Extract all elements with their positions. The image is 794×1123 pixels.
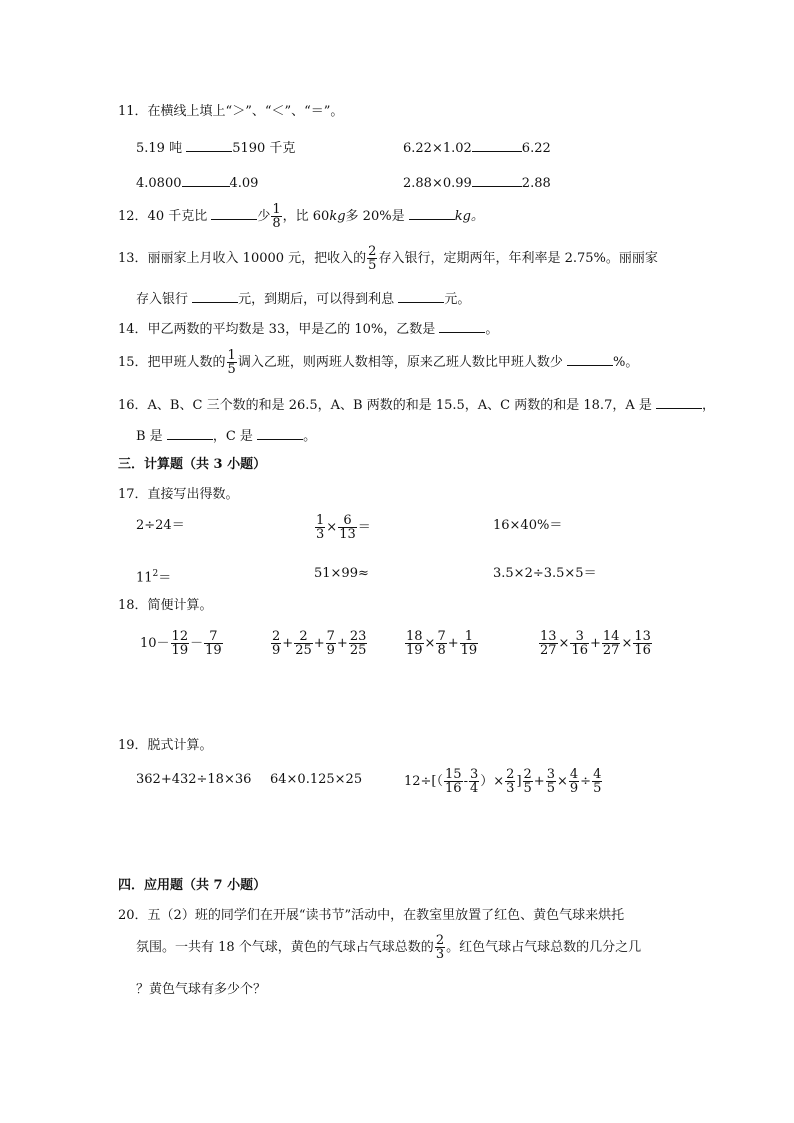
q16-text-1: 16．A、B、C 三个数的和是 26.5，A、B 两数的和是 15.5，A、C 两数的和是 18.7，A 是 bbox=[118, 398, 652, 413]
q15 bbox=[118, 348, 638, 378]
q18-title: 18．简便计算。 bbox=[118, 598, 213, 613]
q16-text-c: ，C 是 bbox=[212, 429, 253, 444]
q17-e3: 16×40%＝ bbox=[493, 518, 563, 533]
q13-text-2: 存入银行，定期两年，年利率是 2.75%。丽丽家 bbox=[378, 251, 658, 266]
q12-text-3: ，比 60 bbox=[282, 209, 330, 224]
q20-line3: ？黄色气球有多少个？ bbox=[136, 982, 267, 997]
q13-text-3: 存入银行 bbox=[136, 292, 189, 307]
q17-e2-frac1: $\frac{1}{3}$ bbox=[316, 513, 325, 542]
q15-fraction: $\frac{1}{5}$ bbox=[227, 348, 236, 377]
q15-text-3: %。 bbox=[612, 355, 639, 370]
q17-e5: 51×99≈ bbox=[314, 566, 369, 581]
q11-a-left: 5.19 吨 bbox=[136, 141, 183, 156]
q16-line1 bbox=[118, 396, 715, 414]
q19-e1: 362+432÷18×36 bbox=[136, 772, 252, 787]
q13-blank-2[interactable] bbox=[398, 290, 444, 303]
q15-text-2: 调入乙班，则两班人数相等，原来乙班人数比甲班人数少 bbox=[237, 355, 563, 370]
q11-c-right: 4.09 bbox=[229, 176, 259, 191]
q12-text-5: kg。 bbox=[454, 209, 484, 224]
q11-item-a bbox=[136, 139, 295, 157]
q15-blank[interactable] bbox=[567, 353, 613, 366]
q14-text-2: 。 bbox=[485, 322, 499, 337]
q11-b-blank[interactable] bbox=[472, 139, 522, 152]
q13-line2 bbox=[136, 290, 470, 308]
q17-e2-eq: ＝ bbox=[357, 520, 371, 535]
q13-text-4: 元，到期后，可以得到利息 bbox=[238, 292, 395, 307]
q12-blank-1[interactable] bbox=[211, 207, 257, 220]
q19-e2: 64×0.125×25 bbox=[270, 772, 363, 787]
q14-blank[interactable] bbox=[439, 320, 485, 333]
q14 bbox=[118, 320, 498, 338]
q12 bbox=[118, 202, 484, 232]
section3-heading: 三．计算题（共 3 小题） bbox=[118, 457, 267, 472]
q12-blank-2[interactable] bbox=[409, 207, 455, 220]
q12-unit: kg bbox=[329, 209, 346, 224]
q11-c-blank[interactable] bbox=[182, 174, 230, 187]
q13-text-5: 元。 bbox=[444, 292, 471, 307]
q17-title: 17．直接写出得数。 bbox=[118, 487, 239, 502]
q17-e2-op: × bbox=[326, 520, 338, 535]
q11-b-right: 6.22 bbox=[521, 141, 551, 156]
q12-text-2: 少 bbox=[257, 209, 271, 224]
q17-e1: 2÷24＝ bbox=[136, 518, 185, 533]
q16-end: 。 bbox=[303, 429, 317, 444]
q11-item-d bbox=[403, 174, 551, 192]
q16-blank-c[interactable] bbox=[257, 427, 303, 440]
q14-text-1: 14．甲乙两数的平均数是 33，甲是乙的 10%，乙数是 bbox=[118, 322, 436, 337]
q11-b-left: 6.22×1.02 bbox=[403, 141, 472, 156]
q12-text-4: 多 20%是 bbox=[345, 209, 405, 224]
q16-comma: ， bbox=[702, 398, 716, 413]
q18-ex2: $\frac{2}{9}$ + $\frac{2}{25}$ + $\frac{7}{9}$ + $\frac{23}{25}$ bbox=[272, 629, 367, 658]
section4-heading: 四．应用题（共 7 小题） bbox=[118, 878, 267, 893]
q20-line2: 氛围。一共有 18 个气球，黄色的气球占气球总数的 $\frac{2}{3}$ 。红色气球占气球总数的几分之几 bbox=[136, 933, 642, 962]
q11-c-left: 4.0800 bbox=[136, 176, 182, 191]
q11-item-b bbox=[403, 139, 551, 157]
q18-ex4: $\frac{13}{27}$ × $\frac{3}{16}$ + $\frac{14}{27}$ × $\frac{13}{16}$ bbox=[540, 629, 651, 658]
q18-ex3: $\frac{18}{19}$ × $\frac{7}{8}$ + $\frac{1}{19}$ bbox=[406, 629, 478, 658]
q11-title: 11．在横线上填上“＞”、“＜”、“＝”。 bbox=[118, 104, 344, 119]
q20-line1: 20．五（2）班的同学们在开展“读书节”活动中，在教室里放置了红色、黄色气球来烘托 bbox=[118, 908, 625, 923]
q13-text-1: 13．丽丽家上月收入 10000 元，把收入的 bbox=[118, 251, 367, 266]
q16-blank-a[interactable] bbox=[656, 396, 702, 409]
q18-ex1: 10－ $\frac{12}{19}$ － $\frac{7}{19}$ bbox=[140, 629, 222, 658]
q17-e2-frac2: $\frac{6}{13}$ bbox=[339, 513, 356, 542]
q19-e3: 12÷[（ $\frac{15}{16}$ - $\frac{3}{4}$ ）× $\frac{2}{3}$ ] $\frac{2}{5}$ + $\frac{3}{5}$ × $\frac{4}{9}$ ÷ $\frac{4}{5}$ bbox=[404, 767, 602, 796]
q15-text-1: 15．把甲班人数的 bbox=[118, 355, 226, 370]
q16-line2 bbox=[136, 427, 316, 445]
q11-d-left: 2.88×0.99 bbox=[403, 176, 472, 191]
q20-fraction: $\frac{2}{3}$ bbox=[435, 933, 445, 962]
q11-a-right: 5190 千克 bbox=[232, 141, 296, 156]
q12-text-1: 12．40 千克比 bbox=[118, 209, 208, 224]
q13-fraction: $\frac{2}{5}$ bbox=[368, 244, 377, 273]
q13-blank-1[interactable] bbox=[192, 290, 238, 303]
q11-item-c bbox=[136, 174, 258, 192]
q16-text-b: B 是 bbox=[136, 429, 163, 444]
q17-e2 bbox=[314, 513, 371, 543]
q11-a-blank[interactable] bbox=[186, 139, 232, 152]
q11-d-right: 2.88 bbox=[521, 176, 551, 191]
q17-e4: $11^2=$ bbox=[136, 569, 172, 586]
q16-blank-b[interactable] bbox=[167, 427, 213, 440]
q11-d-blank[interactable] bbox=[472, 174, 522, 187]
q19-title: 19．脱式计算。 bbox=[118, 738, 213, 753]
q17-e6: 3.5×2÷3.5×5＝ bbox=[493, 566, 597, 581]
q12-fraction: $\frac{1}{8}$ bbox=[272, 202, 281, 231]
q13-line1 bbox=[118, 244, 658, 274]
